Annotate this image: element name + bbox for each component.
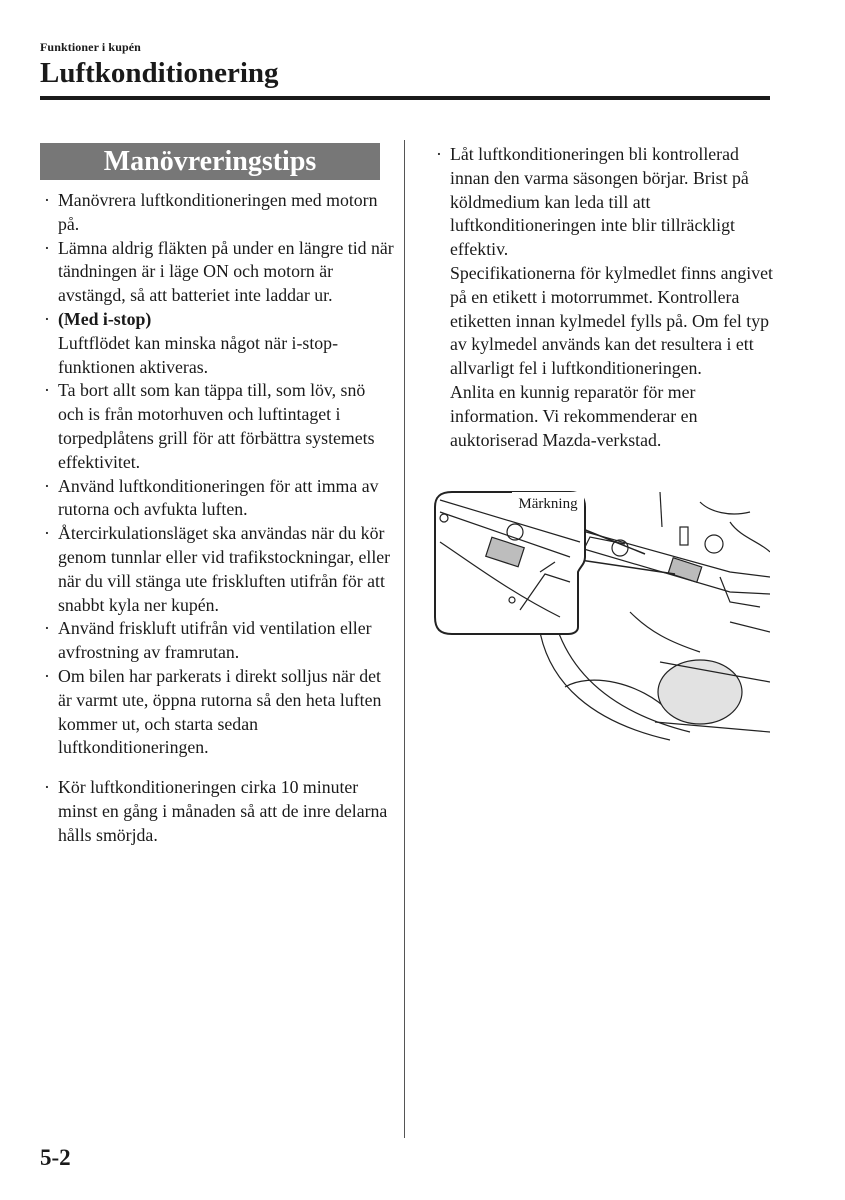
list-gap: [44, 760, 394, 776]
list-item-paragraph: Specifikationerna för kylmedlet finns angivet på en etikett i motorrummet. Kontrollera etiketten innan kylmedel fylls på. Om fel typ av kylmedel används kan det resultera i ett allvarligt fel i luftkonditioneringen.: [450, 262, 773, 379]
section-banner: Manövreringstips: [40, 143, 380, 180]
bullet: ·: [44, 523, 50, 544]
running-header-kicker: Funktioner i kupén: [40, 40, 141, 54]
list-item: [44, 189, 394, 237]
page-number: 5-2: [40, 1145, 71, 1170]
list-item-text: Manövrera luftkonditioneringen med motorn på.: [58, 190, 378, 234]
list-item: [44, 522, 394, 617]
list-item-heading: (Med i-stop): [58, 308, 152, 329]
list-item-text: Återcirkulationsläget ska användas när du kör genom tunnlar eller vid trafikstockningar, eller när du vill stänga ute friskluften utifrån för att snabbt kyla ner kupén.: [58, 523, 391, 615]
bullet: ·: [44, 237, 50, 258]
list-item: [44, 617, 394, 665]
list-item: [436, 143, 781, 452]
list-item-text: Låt luftkonditioneringen bli kontrollerad innan den varma säsongen börjar. Brist på köldmedium kan leda till att luftkonditioneringen inte blir tillräckligt effektiv.: [450, 144, 749, 260]
bullet: ·: [44, 777, 50, 798]
bullet: ·: [44, 618, 50, 639]
column-divider: [404, 140, 405, 1138]
bullet: ·: [436, 144, 442, 164]
title-rule: [40, 96, 770, 100]
list-item-text: Lämna aldrig fläkten på under en längre tid när tändningen är i läge ON och motorn är avstängd, så att batteriet inte laddar ur.: [58, 237, 394, 306]
list-item: [44, 776, 394, 847]
list-item: [44, 475, 394, 523]
list-item: [44, 665, 394, 760]
callout-label: Märkning: [518, 496, 578, 512]
list-item: [44, 308, 394, 379]
engine-bay-illustration: [430, 482, 770, 745]
list-item-text: Använd luftkonditioneringen för att imma av rutorna och avfukta luften.: [58, 475, 379, 520]
right-column: [436, 143, 781, 452]
bullet: ·: [44, 380, 50, 401]
list-item: [44, 237, 394, 308]
list-item-text: Använd friskluft utifrån vid ventilation eller avfrostning av framrutan.: [58, 618, 372, 663]
list-item: [44, 379, 394, 474]
bullet: ·: [44, 475, 50, 496]
page-title: Luftkonditionering: [40, 57, 279, 89]
list-item-text: Luftflödet kan minska något när i-stop-funktionen aktiveras.: [58, 332, 338, 377]
list-item-text: Ta bort allt som kan täppa till, som löv, snö och is från motorhuven och luftintaget i torpedplåtens grill för att förbättra systemets effektivitet.: [58, 380, 375, 472]
bullet: ·: [44, 308, 50, 329]
list-item-paragraph: Anlita en kunnig reparatör för mer information. Vi rekommenderar en auktoriserad Mazda-verkstad.: [450, 381, 698, 450]
left-column: [44, 189, 394, 848]
list-item-text: Om bilen har parkerats i direkt solljus när det är varmt ute, öppna rutorna så den heta luften kommer ut, och starta sedan luftkonditioneringen.: [58, 665, 382, 758]
bullet: ·: [44, 665, 50, 686]
list-item-text: Kör luftkonditioneringen cirka 10 minuter minst en gång i månaden så att de inre delarna hålls smörjda.: [58, 777, 388, 845]
bullet: ·: [44, 190, 50, 210]
